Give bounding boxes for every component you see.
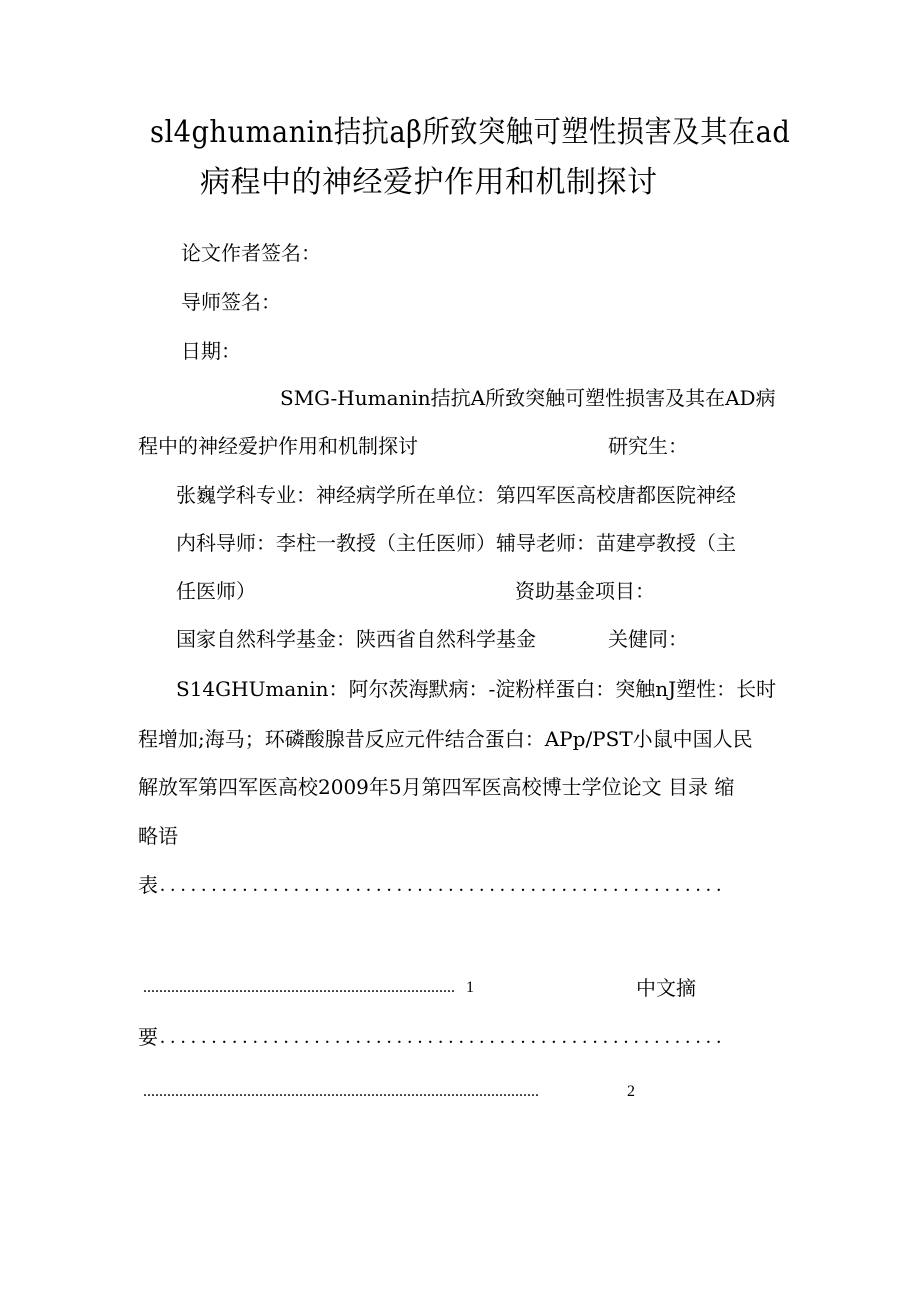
toc-chinese-abstract-label-part1: 中文摘	[636, 976, 696, 1000]
funding-sources: 国家自然科学基金：陕西省自然科学基金	[176, 627, 536, 651]
toc-chinese-abstract-leader-dots: .......................................................	[160, 1026, 727, 1048]
toc-abbreviations-lead: 表	[138, 873, 158, 897]
advisor-signature-label: 导师签名：	[181, 290, 281, 314]
major-and-unit-line: 张巍学科专业：神经病学所在单位：第四军医高校唐都医院神经	[176, 483, 736, 507]
toc-abbreviations-fine-dots: ..............................................................................	[143, 979, 455, 996]
graduate-student-label: 研究生：	[608, 434, 688, 458]
keywords-label: 关健同：	[608, 627, 688, 651]
keywords-line-4: 略语	[138, 824, 178, 848]
advisor-title-continuation: 任医师）	[176, 579, 256, 603]
funding-label: 资助基金项目：	[515, 579, 655, 603]
author-signature-label: 论文作者签名：	[181, 241, 321, 265]
keywords-line-3: 解放军第四军医高校2009年5月第四军医高校博士学位论文 目录 缩	[138, 775, 735, 799]
keywords-line-1: S14GHUmanin：阿尔茨海默病：-淀粉样蛋白：突触nJ塑性：长时	[176, 677, 777, 701]
toc-chinese-abstract-fine-dots: ...................................................................................................	[143, 1083, 539, 1100]
thesis-title-line-1: sl4ghumanin拮抗aβ所致突触可塑性损害及其在ad	[150, 115, 791, 150]
toc-abbreviations-page: 1	[466, 979, 474, 996]
thesis-title-line-2: 病程中的神经爱护作用和机制探讨	[200, 165, 658, 200]
toc-chinese-abstract-label-part2: 要	[138, 1025, 158, 1049]
title-continuation: 程中的神经爱护作用和机制探讨	[138, 434, 418, 458]
keywords-line-2: 程增加;海马；环磷酸腺昔反应元件结合蛋白：APp/PST小鼠中国人民	[138, 727, 753, 751]
date-label: 日期：	[181, 339, 241, 363]
english-title-line: SMG-Humanin拮抗A所致突触可塑性损害及其在AD病	[280, 386, 776, 410]
toc-chinese-abstract-page: 2	[627, 1083, 635, 1100]
toc-abbreviations-leader-dots: .......................................................	[160, 874, 727, 896]
advisors-line: 内科导师：李柱一教授（主任医师）辅导老师：苗建亭教授（主	[176, 531, 736, 555]
